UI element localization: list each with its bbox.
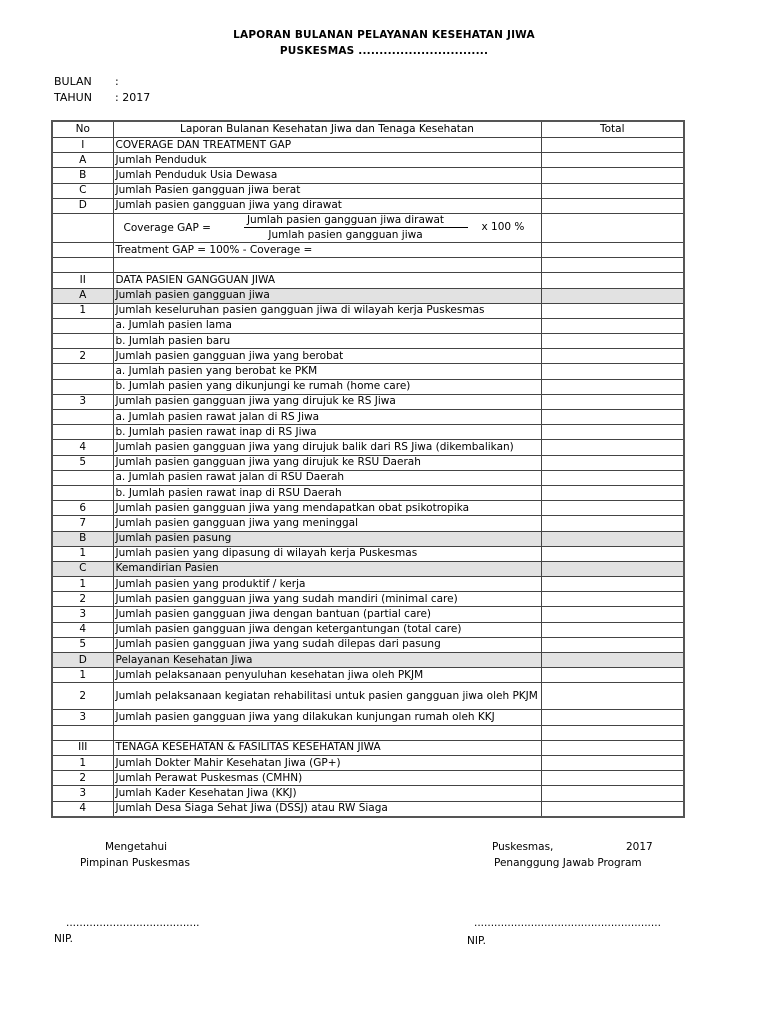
row-total-cell[interactable] bbox=[541, 138, 684, 153]
row-description: Jumlah pasien gangguan jiwa yang dirujuk ke RSU Daerah bbox=[113, 455, 541, 470]
row-no: A bbox=[52, 288, 113, 303]
row-no: 3 bbox=[52, 607, 113, 622]
row-description: Jumlah pasien gangguan jiwa yang dilakukan kunjungan rumah oleh KKJ bbox=[113, 710, 541, 725]
row-total-cell[interactable] bbox=[541, 637, 684, 652]
row-description bbox=[113, 725, 541, 740]
table-row bbox=[52, 470, 684, 485]
row-no: 4 bbox=[52, 622, 113, 637]
table-row bbox=[52, 440, 684, 455]
report-title: LAPORAN BULANAN PELAYANAN KESEHATAN JIWA bbox=[233, 29, 535, 41]
row-no bbox=[52, 258, 113, 273]
row-no bbox=[52, 334, 113, 349]
row-total-cell[interactable] bbox=[541, 364, 684, 379]
row-description: Jumlah pasien gangguan jiwa yang meninggal bbox=[113, 516, 541, 531]
row-total-cell[interactable] bbox=[541, 771, 684, 786]
header-total: Total bbox=[541, 121, 684, 138]
row-total-cell[interactable] bbox=[541, 577, 684, 592]
row-no: 1 bbox=[52, 546, 113, 561]
row-no: 7 bbox=[52, 516, 113, 531]
row-description: Jumlah pelaksanaan penyuluhan kesehatan jiwa oleh PKJM bbox=[113, 668, 541, 683]
row-description: Jumlah pasien gangguan jiwa yang dirujuk balik dari RS Jiwa (dikembalikan) bbox=[113, 440, 541, 455]
row-description: Jumlah pasien gangguan jiwa yang berobat bbox=[113, 349, 541, 364]
row-description: Jumlah pasien gangguan jiwa yang sudah dilepas dari pasung bbox=[113, 637, 541, 652]
row-description: Jumlah pasien gangguan jiwa yang mendapatkan obat psikotropika bbox=[113, 501, 541, 516]
table-row bbox=[52, 771, 684, 786]
table-row bbox=[52, 592, 684, 607]
row-total-cell[interactable] bbox=[541, 740, 684, 755]
row-total-cell[interactable] bbox=[541, 273, 684, 288]
row-description: Jumlah pasien gangguan jiwa yang dirujuk ke RS Jiwa bbox=[113, 394, 541, 409]
table-row bbox=[52, 561, 684, 576]
row-no bbox=[52, 379, 113, 394]
row-description: Jumlah pasien gangguan jiwa dengan bantuan (partial care) bbox=[113, 607, 541, 622]
table-row bbox=[52, 288, 684, 303]
row-total-cell[interactable] bbox=[541, 485, 684, 500]
table-row bbox=[52, 546, 684, 561]
table-row bbox=[52, 349, 684, 364]
row-no: C bbox=[52, 183, 113, 198]
table-row bbox=[52, 637, 684, 652]
row-no: 1 bbox=[52, 577, 113, 592]
row-total-cell[interactable] bbox=[541, 334, 684, 349]
bulan-value: : bbox=[115, 75, 119, 88]
table-row bbox=[52, 653, 684, 668]
formula-denominator: Jumlah pasien gangguan jiwa bbox=[268, 228, 423, 241]
row-description: b. Jumlah pasien yang dikunjungi ke rumah (home care) bbox=[113, 379, 541, 394]
row-description: Jumlah Dokter Mahir Kesehatan Jiwa (GP+) bbox=[113, 755, 541, 770]
row-no: 1 bbox=[52, 668, 113, 683]
row-description: Treatment GAP = 100% - Coverage = bbox=[113, 242, 541, 257]
row-description: b. Jumlah pasien rawat inap di RS Jiwa bbox=[113, 425, 541, 440]
row-description: Kemandirian Pasien bbox=[113, 561, 541, 576]
formula-multiplier: x 100 % bbox=[481, 220, 525, 233]
table-row bbox=[52, 242, 684, 257]
row-total-cell[interactable] bbox=[541, 288, 684, 303]
row-no bbox=[52, 410, 113, 425]
row-no: 5 bbox=[52, 455, 113, 470]
row-no bbox=[52, 318, 113, 333]
table-row bbox=[52, 607, 684, 622]
pimpinan-label: Pimpinan Puskesmas bbox=[80, 857, 190, 869]
row-description: a. Jumlah pasien rawat jalan di RS Jiwa bbox=[113, 410, 541, 425]
row-no: 2 bbox=[52, 349, 113, 364]
row-no: 1 bbox=[52, 303, 113, 318]
right-nip-label: NIP. bbox=[467, 935, 486, 947]
table-row bbox=[52, 531, 684, 546]
row-total-cell[interactable] bbox=[541, 183, 684, 198]
coverage-gap-formula bbox=[113, 213, 541, 242]
row-total-cell[interactable] bbox=[541, 710, 684, 725]
formula-fraction-line bbox=[244, 227, 468, 228]
row-description: b. Jumlah pasien rawat inap di RSU Daerah bbox=[113, 485, 541, 500]
row-total-cell[interactable] bbox=[541, 470, 684, 485]
table-row bbox=[52, 213, 684, 242]
row-total-cell[interactable] bbox=[541, 168, 684, 183]
report-subtitle: PUSKESMAS ............................... bbox=[279, 45, 489, 57]
report-table bbox=[51, 120, 685, 818]
row-total-cell[interactable] bbox=[541, 683, 684, 710]
row-no: 3 bbox=[52, 710, 113, 725]
table-row bbox=[52, 198, 684, 213]
table-row bbox=[52, 455, 684, 470]
table-row bbox=[52, 273, 684, 288]
row-total-cell[interactable] bbox=[541, 455, 684, 470]
table-row bbox=[52, 683, 684, 710]
row-no bbox=[52, 242, 113, 257]
row-no: 3 bbox=[52, 786, 113, 801]
row-total-cell[interactable] bbox=[541, 349, 684, 364]
table-row bbox=[52, 725, 684, 740]
right-place-label: Puskesmas, bbox=[492, 841, 554, 853]
row-no: 1 bbox=[52, 755, 113, 770]
table-row bbox=[52, 710, 684, 725]
row-description: Jumlah Desa Siaga Sehat Jiwa (DSSJ) atau RW Siaga bbox=[113, 801, 541, 817]
table-header-row bbox=[52, 121, 684, 138]
table-row bbox=[52, 318, 684, 333]
table-row bbox=[52, 668, 684, 683]
table-row bbox=[52, 485, 684, 500]
table-row bbox=[52, 138, 684, 153]
row-no: B bbox=[52, 168, 113, 183]
row-description: TENAGA KESEHATAN & FASILITAS KESEHATAN JIWA bbox=[113, 740, 541, 755]
left-signature-line: ........................................ bbox=[66, 917, 200, 929]
bulan-label: BULAN bbox=[54, 75, 92, 88]
row-description: Jumlah keseluruhan pasien gangguan jiwa di wilayah kerja Puskesmas bbox=[113, 303, 541, 318]
row-total-cell[interactable] bbox=[541, 258, 684, 273]
row-description: Jumlah pasien gangguan jiwa dengan ketergantungan (total care) bbox=[113, 622, 541, 637]
row-no: 4 bbox=[52, 801, 113, 817]
row-description: Jumlah pasien pasung bbox=[113, 531, 541, 546]
table-row bbox=[52, 258, 684, 273]
row-description bbox=[113, 258, 541, 273]
row-no: 2 bbox=[52, 683, 113, 710]
row-total-cell[interactable] bbox=[541, 546, 684, 561]
formula-numerator: Jumlah pasien gangguan jiwa dirawat bbox=[246, 213, 445, 226]
table-row bbox=[52, 410, 684, 425]
row-total-cell[interactable] bbox=[541, 501, 684, 516]
row-description: Jumlah pasien gangguan jiwa yang sudah mandiri (minimal care) bbox=[113, 592, 541, 607]
row-total-cell[interactable] bbox=[541, 592, 684, 607]
row-no: A bbox=[52, 153, 113, 168]
row-total-cell[interactable] bbox=[541, 303, 684, 318]
header-no: No bbox=[52, 121, 113, 138]
row-total-cell[interactable] bbox=[541, 153, 684, 168]
row-total-cell[interactable] bbox=[541, 425, 684, 440]
table-row bbox=[52, 303, 684, 318]
table-row bbox=[52, 516, 684, 531]
row-description: DATA PASIEN GANGGUAN JIWA bbox=[113, 273, 541, 288]
row-no bbox=[52, 470, 113, 485]
row-total-cell[interactable] bbox=[541, 242, 684, 257]
table-row bbox=[52, 425, 684, 440]
row-no: 4 bbox=[52, 440, 113, 455]
table-row bbox=[52, 168, 684, 183]
table-row bbox=[52, 364, 684, 379]
row-description: a. Jumlah pasien rawat jalan di RSU Daerah bbox=[113, 470, 541, 485]
row-no: 3 bbox=[52, 394, 113, 409]
table-row bbox=[52, 501, 684, 516]
row-no: B bbox=[52, 531, 113, 546]
row-total-cell[interactable] bbox=[541, 801, 684, 817]
row-total-cell[interactable] bbox=[541, 318, 684, 333]
table-row bbox=[52, 379, 684, 394]
right-year-label: 2017 bbox=[626, 841, 653, 853]
row-description: COVERAGE DAN TREATMENT GAP bbox=[113, 138, 541, 153]
row-total-cell[interactable] bbox=[541, 394, 684, 409]
row-total-cell[interactable] bbox=[541, 786, 684, 801]
row-no: I bbox=[52, 138, 113, 153]
row-total-cell[interactable] bbox=[541, 410, 684, 425]
formula-label: Coverage GAP = bbox=[123, 221, 211, 234]
row-description: a. Jumlah pasien yang berobat ke PKM bbox=[113, 364, 541, 379]
row-no bbox=[52, 364, 113, 379]
row-no: C bbox=[52, 561, 113, 576]
penanggung-jawab-label: Penanggung Jawab Program bbox=[494, 857, 642, 869]
row-no: 2 bbox=[52, 592, 113, 607]
right-signature-line: ........................................................ bbox=[474, 917, 661, 929]
row-description: Jumlah Kader Kesehatan Jiwa (KKJ) bbox=[113, 786, 541, 801]
row-no bbox=[52, 213, 113, 242]
table-row bbox=[52, 801, 684, 817]
row-description: Jumlah Penduduk bbox=[113, 153, 541, 168]
row-no: D bbox=[52, 653, 113, 668]
row-no: D bbox=[52, 198, 113, 213]
table-row bbox=[52, 153, 684, 168]
row-description: Jumlah Penduduk Usia Dewasa bbox=[113, 168, 541, 183]
row-description: Jumlah pasien yang dipasung di wilayah kerja Puskesmas bbox=[113, 546, 541, 561]
table-row bbox=[52, 577, 684, 592]
row-description: Jumlah Pasien gangguan jiwa berat bbox=[113, 183, 541, 198]
row-total-cell[interactable] bbox=[541, 213, 684, 242]
table-row bbox=[52, 394, 684, 409]
row-description: Jumlah pasien gangguan jiwa yang dirawat bbox=[113, 198, 541, 213]
row-description: Jumlah pasien gangguan jiwa bbox=[113, 288, 541, 303]
row-total-cell[interactable] bbox=[541, 516, 684, 531]
row-total-cell[interactable] bbox=[541, 725, 684, 740]
row-total-cell[interactable] bbox=[541, 653, 684, 668]
row-total-cell[interactable] bbox=[541, 622, 684, 637]
row-description: Jumlah pelaksanaan kegiatan rehabilitasi untuk pasien gangguan jiwa oleh PKJM bbox=[113, 683, 541, 710]
row-no: 2 bbox=[52, 771, 113, 786]
tahun-value: : 2017 bbox=[115, 91, 151, 104]
table-row bbox=[52, 740, 684, 755]
row-no bbox=[52, 725, 113, 740]
row-no: 6 bbox=[52, 501, 113, 516]
table-row bbox=[52, 755, 684, 770]
row-total-cell[interactable] bbox=[541, 755, 684, 770]
table-row bbox=[52, 786, 684, 801]
row-no bbox=[52, 485, 113, 500]
row-description: b. Jumlah pasien baru bbox=[113, 334, 541, 349]
left-nip-label: NIP. bbox=[54, 933, 73, 945]
row-description: Jumlah pasien yang produktif / kerja bbox=[113, 577, 541, 592]
row-total-cell[interactable] bbox=[541, 440, 684, 455]
row-total-cell[interactable] bbox=[541, 531, 684, 546]
table-row bbox=[52, 183, 684, 198]
tahun-label: TAHUN bbox=[54, 91, 92, 104]
row-description: a. Jumlah pasien lama bbox=[113, 318, 541, 333]
row-description: Jumlah Perawat Puskesmas (CMHN) bbox=[113, 771, 541, 786]
mengetahui-label: Mengetahui bbox=[105, 841, 168, 853]
table-row bbox=[52, 334, 684, 349]
row-total-cell[interactable] bbox=[541, 198, 684, 213]
row-no: 5 bbox=[52, 637, 113, 652]
row-total-cell[interactable] bbox=[541, 607, 684, 622]
row-no: II bbox=[52, 273, 113, 288]
row-total-cell[interactable] bbox=[541, 561, 684, 576]
row-no bbox=[52, 425, 113, 440]
header-desc: Laporan Bulanan Kesehatan Jiwa dan Tenaga Kesehatan bbox=[113, 121, 541, 138]
row-total-cell[interactable] bbox=[541, 668, 684, 683]
table-row bbox=[52, 622, 684, 637]
row-no: III bbox=[52, 740, 113, 755]
row-total-cell[interactable] bbox=[541, 379, 684, 394]
row-description: Pelayanan Kesehatan Jiwa bbox=[113, 653, 541, 668]
